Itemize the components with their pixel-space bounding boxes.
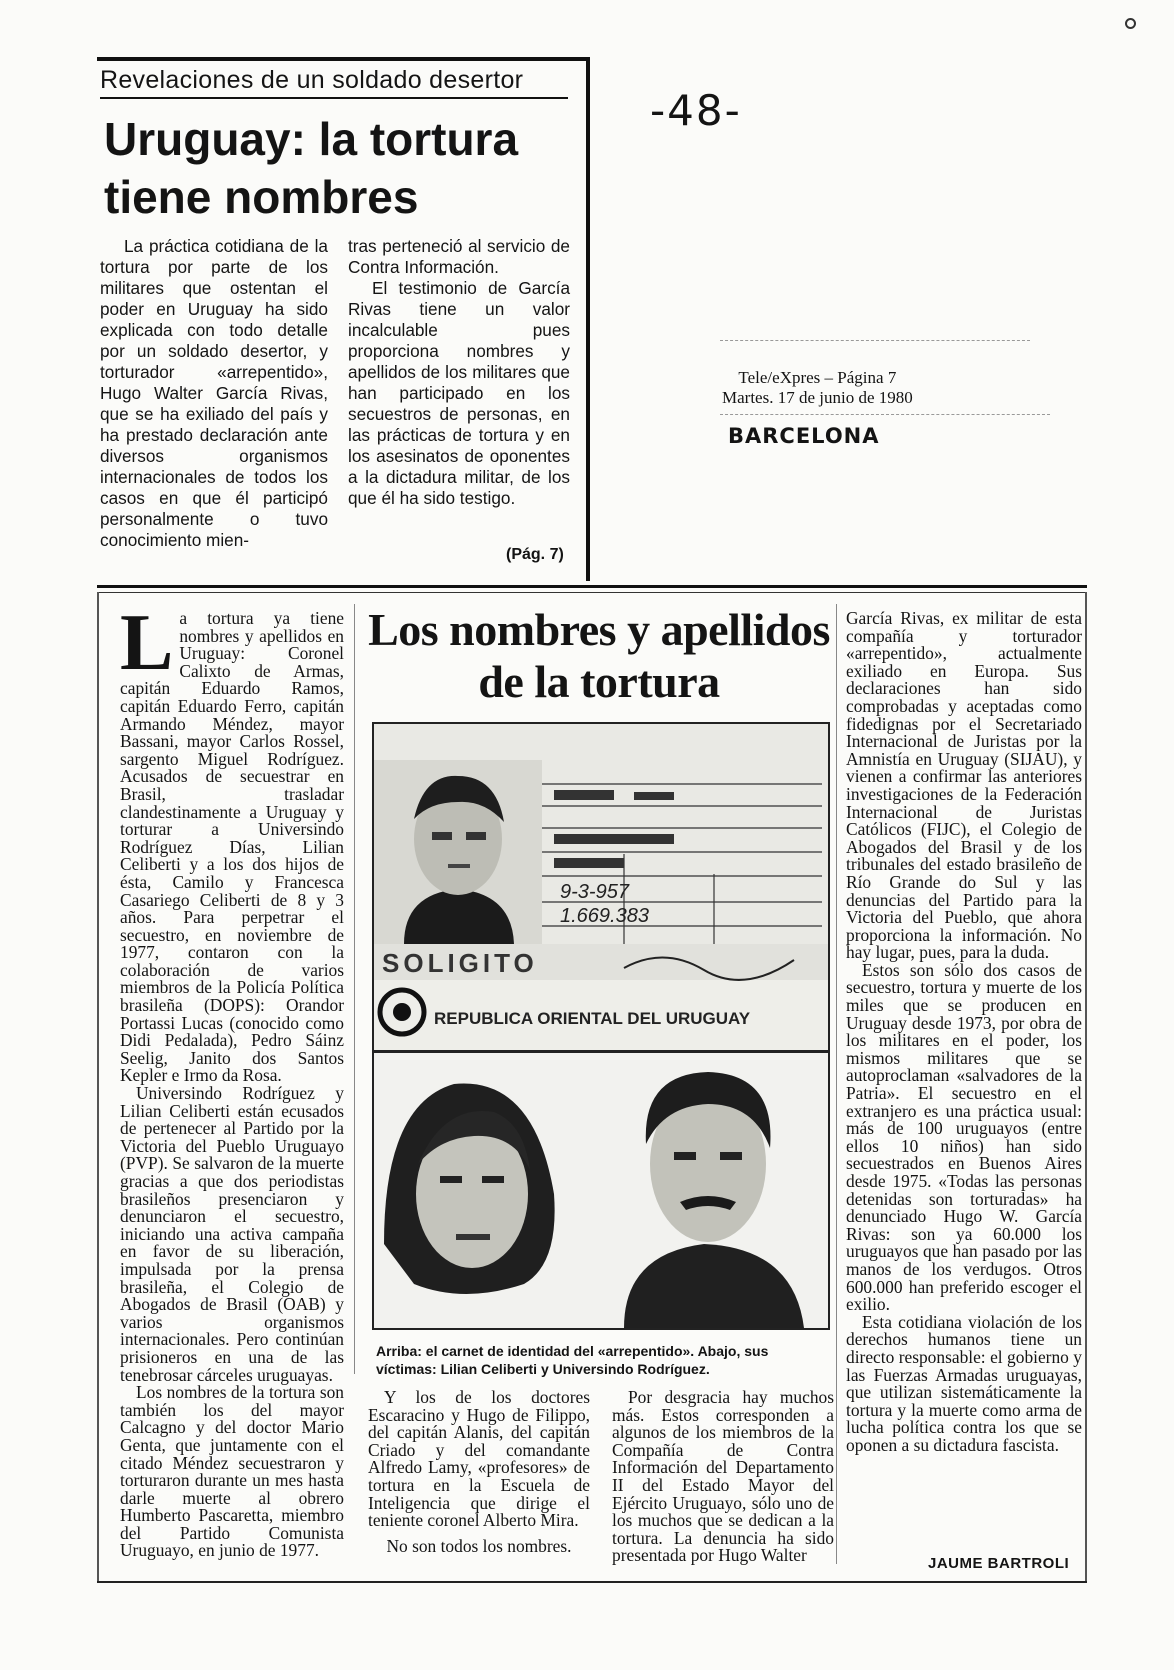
handwritten-page-number: -48- [650,86,742,135]
article-paragraph-a1 [120,599,344,1086]
lead-paragraph-1: La práctica cotidiana de la tortura por parte de los militares que ostentan el poder en Uruguay ha sido explicada con todo detalle por un soldado desertor, y torturador «arrepentido», Hugo Walter García Rivas, que se ha exiliado del país y ha prestado declaración ante diversos organismos internacionales de todos los casos en que él participó personalmente o tuvo conocimiento mien- [100,236,328,550]
lead-paragraph-3: El testimonio de García Rivas tiene un valor incalculable pues proporciona nombres y apellidos de los militares que han participado en los secuestros de personas, en las prácticas de tortura y en los asesinatos de oponentes a la dictadura militar, de los que él ha sido testigo. [348,278,570,508]
article-column-b1 [368,1389,590,1530]
page-reference: (Pág. 7) [506,546,564,563]
article-headline: Los nombres y apellidos de la tortura [368,604,830,707]
front-headline-line1: Uruguay: la tortura [104,113,519,165]
article-paragraph-b1: Y los de los doctores Escaracino y Hugo de Filippo, del capitán Alanis, del capitán Criado y del comandante Alfredo Lamy, «profesores» de tortura en la Escuela de Inteligencia que dirige el teniente coronel Alberto Mira. [368,1387,590,1531]
source-publication: Tele/eXpres – Página 7 [738,368,897,387]
svg-text:SOLIGITO: SOLIGITO [382,948,538,978]
article-frame-right [1085,592,1087,1582]
ink-dot-mark [1125,18,1136,29]
article-column-c [846,610,1082,1455]
article-paragraph-c2: Estos son sólo dos casos de secuestro, tortura y muerte de los miles que se producen en Uruguay desde 1973, por obra de los militares en el poder, los mismos militares que se autoproclaman «salvadores de la Patria». El secuestro en el extranjero es una práctica usual: más de 100 uruguayos (entre ellos 10 niños) han sido secuestrados en Buenos Aires desde 1975. «Todas las personas detenidas son torturadas» ha denunciado Hugo W. García Rivas: son ya 60.000 los uruguayos que han pasado por las manos de los verdugos. Otros 600.000 han preferido escoger el exilio. [846,959,1082,1315]
city-stamp: BARCELONA [728,424,880,448]
kicker: Revelaciones de un soldado desertor [100,66,568,99]
source-date: Martes. 17 de junio de 1980 [722,388,913,407]
dashed-clipping-border-top [720,340,1030,341]
article-bottom-rule [97,1581,1087,1583]
id-number-field: 1.669.383 [560,905,649,927]
column-rule-2 [836,604,837,1564]
byline-signature: JAUME BARTROLI [928,1555,1070,1572]
section-rule [97,585,1087,588]
article-paragraph-a3: Los nombres de la tortura son también los del mayor Calcagno y del doctor Mario Genta, que juntamente con el citado Méndez secuestraron y torturaron durante un mes hasta darle muerte al obrero Humberto Pascaretta, miembro del Partido Comunista Uruguayo, en junio de 1977. [120,1382,344,1561]
article-column-a [120,599,344,1561]
article-paragraph-c1: García Rivas, ex militar de esta compañía y torturador «arrepentido», actualmente exiliado en Europa. Sus declaraciones han sido comprobadas y aceptadas como fidedignas por el Secretariado Internacional de Juristas por la Amnistía en Uruguay (SIJAU), y vienen a confirmar las anteriores investigaciones de la Federación Internacional de Juristas Católicos (FIJC), el Colegio de Abogados del Brasil y de los tribunales del estado brasileño de Río Grande do Sul y las denuncias del Partido para la Victoria del Pueblo, que ahora proporciona la información. No hay lugar, pues, para la duda. [846,608,1082,963]
article-paragraph-a1-text: a tortura ya tiene nombres y apellidos en Uruguay: Coronel Calixto de Armas, capitán Eduardo Ramos, capitán Eduardo Ferro, capitán Armando Méndez, mayor Bassani, mayor Carlos Rossel, sargento Miguel Rodríguez. Acusados de secuestrar en Brasil, trasladar clandestinamente a Uruguay y torturar a Universindo Rodríguez Días, Lilian Celiberti y a los dos hijos de ésta, Camilo y Francesca Casariego Celiberti de 8 y 3 años. Para perpetrar el secuestro, en noviembre de 1977, contaron con la colaboración de varios miembros de la Policía Política brasileña (DOPS): Orandor Portassi Lucas (conocido como Didi Pedalada), Pedro Sáinz Seelig, Janito dos Santos Kepler e Irmo da Rosa. [120,608,344,1086]
section-rule-thin [97,592,1087,593]
photo-caption: Arriba: el carnet de identidad del «arrepentido». Abajo, sus víctimas: Lilian Celiberti y Universindo Rodríguez. [376,1343,769,1377]
id-country-text: REPUBLICA ORIENTAL DEL URUGUAY [434,1009,751,1028]
photo-illustration [374,724,828,1328]
article-paragraph-a2: Universindo Rodríguez y Lilian Celiberti están ecusados de pertenecer al Partido por la Victoria del Pueblo Uruguayo (PVP). Se salvaron de la muerte gracias a que dos periodistas brasileños presenciaron y denunciaron el secuestro, iniciando una activa campaña en favor de su liberación, impulsada por la prensa brasileña, el Colegio de Abogados de Brasil (OAB) y varios organismos internacionales. Pero continúan prisioneros en una de las tenebrosar cárceles uruguayas. [120,1083,344,1385]
front-headline [104,110,574,226]
lead-paragraph-2: tras perteneció al servicio de Contra Información. [348,236,570,277]
lead-column-1 [100,236,328,551]
article-frame-left [97,592,99,1582]
dashed-clipping-border-bottom [720,414,1050,415]
article-paragraph-b1-end: No son todos los nombres. [386,1536,572,1556]
article-paragraph-b2: Por desgracia hay muchos más. Estos corresponden a algunos de los miembros de la Compañía de Contra Información del Departamento II del Estado Mayor del Ejército Uruguayo, sólo uno de los muchos que se dedican a la tortura. La denuncia ha sido presentada por Hugo Walter [612,1387,834,1566]
source-label [722,368,913,408]
id-date-field: 9-3-957 [560,881,629,903]
lead-column-2 [348,236,570,509]
article-column-b2 [612,1389,834,1565]
article-paragraph-c3: Esta cotidiana violación de los derechos humanos tiene un directo responsable: el gobierno y las Fuerzas Armadas uruguayas, que utilizan sistemáticamente la tortura y la muerte como arma de lucha política contra los que se oponen a su dictadura fascista. [846,1311,1082,1455]
top-clip-vertical-rule [586,57,590,581]
front-headline-line2: tiene nombres [104,171,419,223]
drop-cap: L [120,599,174,687]
column-rule-1 [354,604,355,1374]
photo-id-card-and-victims [372,722,830,1330]
top-clip-rule [97,57,589,61]
